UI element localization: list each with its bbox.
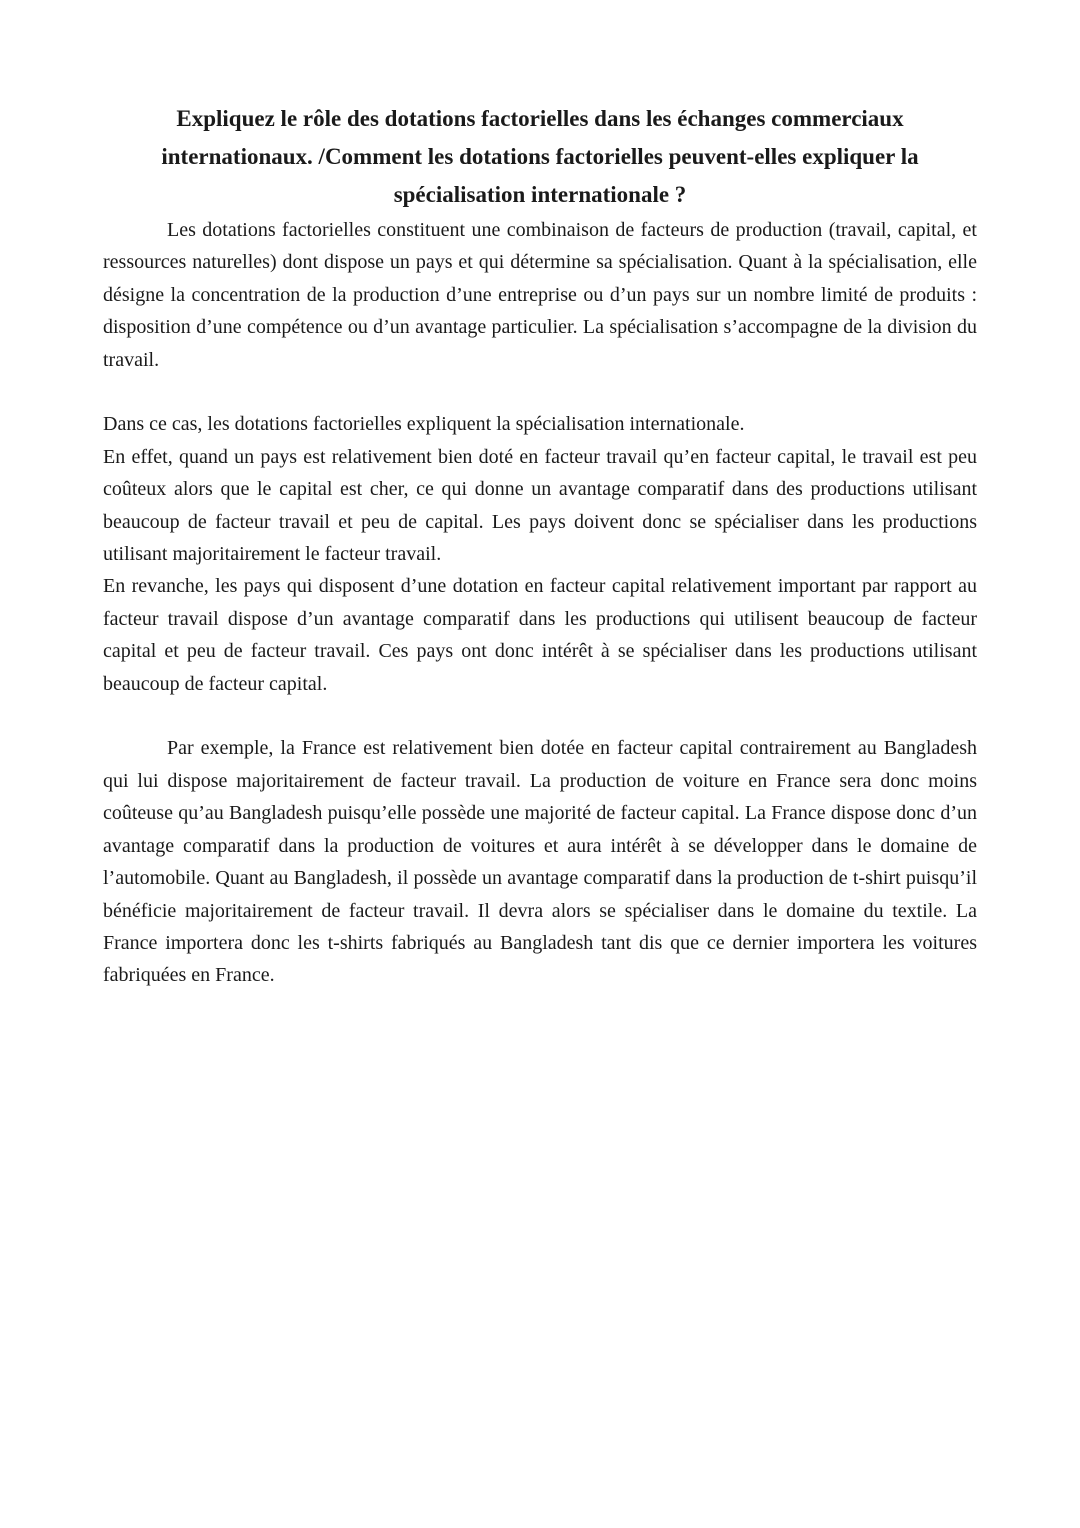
paragraph-capital-abundant: En revanche, les pays qui disposent d’une dotation en facteur capital relativement important par rapport au facteur travail dispose d’un avantage comparatif dans les productions qui utilisent beaucoup de facteur capital et peu de facteur travail. Ces pays ont donc intérêt à se spécialiser dans les productions utilisant beaucoup de facteur capital. [103, 575, 977, 695]
document-page [103, 100, 977, 992]
paragraph-definitions: Les dotations factorielles constituent une combinaison de facteurs de production (travail, capital, et ressources naturelles) dont dispose un pays et qui détermine sa spécialisation. Quant à la spécialisation, elle désigne la concentration de la production d’une entreprise ou d’un pays sur un nombre limité de produits : disposition d’une compétence ou d’un avantage particulier. La spécialisation s’accompagne de la division du travail. [103, 219, 977, 371]
paragraph-labor-abundant: En effet, quand un pays est relativement bien doté en facteur travail qu’en facteur capital, le travail est peu coûteux alors que le capital est cher, ce qui donne un avantage comparatif dans des productions utilisant beaucoup de facteur travail et peu de capital. Les pays doivent donc se spécialiser dans les productions utilisant majoritairement le facteur travail. [103, 445, 977, 566]
document-title: Expliquez le rôle des dotations factorielles dans les échanges commerciaux internationaux. /Comment les dotations factorielles peuvent-elles expliquer la spécialisation internationale ? [161, 106, 919, 207]
paragraph-thesis: Dans ce cas, les dotations factorielles expliquent la spécialisation internationale. [103, 413, 745, 436]
paragraph-example: Par exemple, la France est relativement bien dotée en facteur capital contrairement au Bangladesh qui lui dispose majoritairement de facteur travail. La production de voiture en France sera donc moins coûteuse qu’au Bangladesh puisqu’elle possède une majorité de facteur capital. La France dispose donc d’un avantage comparatif dans la production de voitures et aura intérêt à se développer dans le domaine de l’automobile. Quant au Bangladesh, il possède un avantage comparatif dans la production de t-shirt puisqu’il bénéficie majoritairement de facteur travail. Il devra alors se spécialiser dans le domaine du textile. La France importera donc les t-shirts fabriqués au Bangladesh tant dis que ce dernier importera les voitures fabriquées en France. [103, 737, 977, 987]
paragraph-spacer [103, 376, 977, 408]
paragraph-spacer [103, 700, 977, 732]
